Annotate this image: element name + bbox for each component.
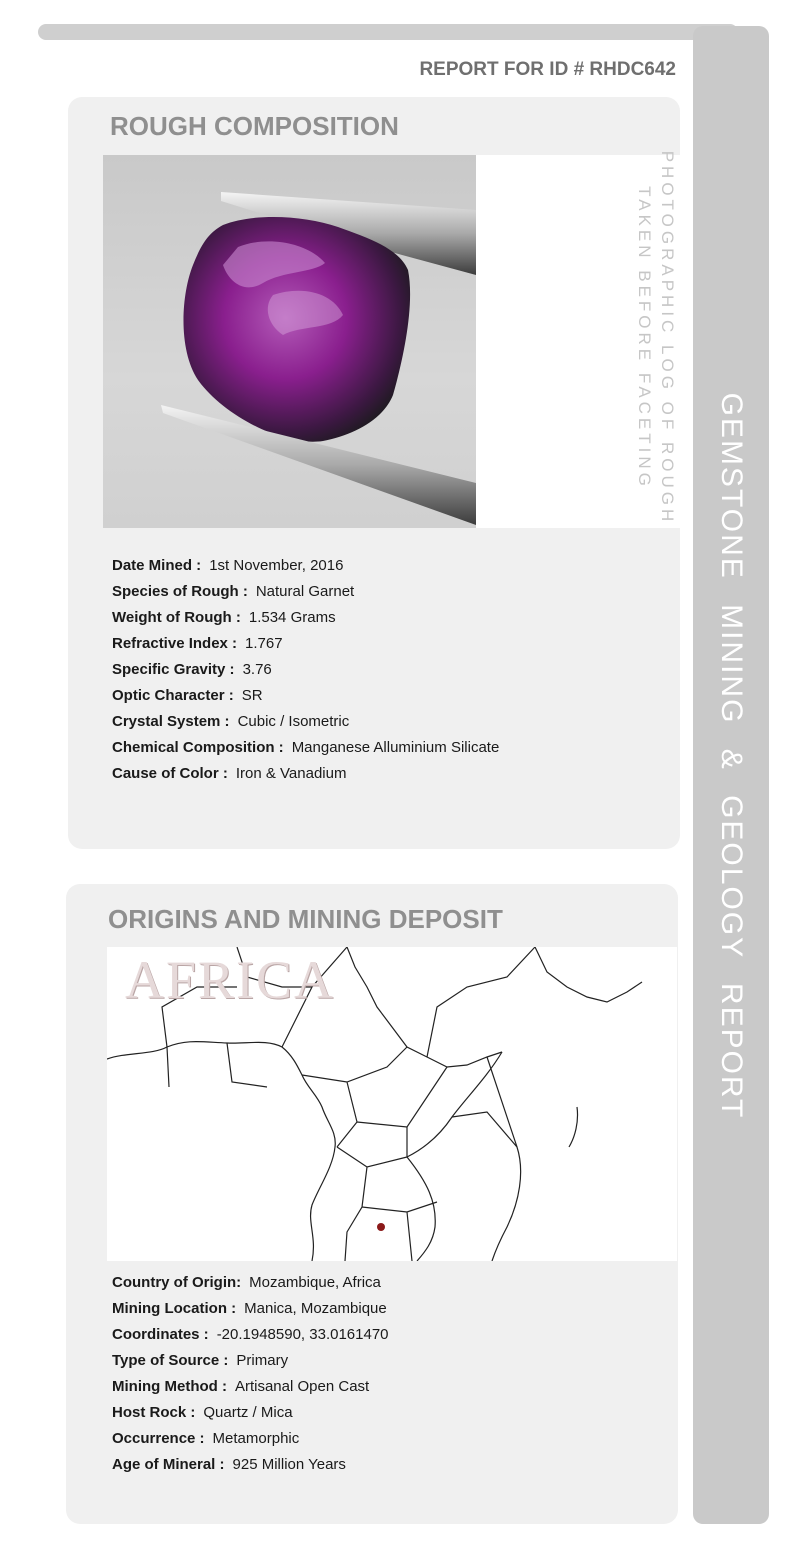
origin-properties-list [112,1270,389,1478]
map-region-label: AFRICA [125,950,336,1010]
property-occurrence: Occurrence : Metamorphic [112,1430,300,1447]
photo-caption-line-1: PHOTOGRAPHIC LOG OF ROUGH [658,150,677,526]
property-date-mined: Date Mined : 1st November, 2016 [112,557,344,574]
photo-caption [633,151,679,526]
rough-properties-list [112,553,499,787]
property-chemical-composition: Chemical Composition : Manganese Alluminium Silicate [112,739,500,756]
africa-map [107,947,677,1261]
property-crystal-system: Crystal System : Cubic / Isometric [112,713,350,730]
rough-composition-title: ROUGH COMPOSITION [110,111,399,141]
property-species: Species of Rough : Natural Garnet [112,583,355,600]
property-weight: Weight of Rough : 1.534 Grams [112,609,336,626]
property-type-of-source: Type of Source : Primary [112,1352,289,1369]
origins-title: ORIGINS AND MINING DEPOSIT [108,904,503,934]
property-mining-location: Mining Location : Manica, Mozambique [112,1300,387,1317]
property-specific-gravity: Specific Gravity : 3.76 [112,661,272,678]
property-host-rock: Host Rock : Quartz / Mica [112,1404,293,1421]
photo-caption-line-2: TAKEN BEFORE FACETING [635,186,654,490]
side-banner-title: GEMSTONE MINING & GEOLOGY REPORT [715,392,748,1120]
rough-gemstone-photo [103,155,476,528]
property-coordinates: Coordinates : -20.1948590, 33.0161470 [112,1326,389,1343]
property-age-of-mineral: Age of Mineral : 925 Million Years [112,1456,346,1473]
top-decorative-bar [38,24,738,40]
property-mining-method: Mining Method : Artisanal Open Cast [112,1378,370,1395]
report-id: REPORT FOR ID # RHDC642 [419,59,676,80]
property-country-of-origin: Country of Origin: Mozambique, Africa [112,1274,381,1291]
property-optic-character: Optic Character : SR [112,687,263,704]
property-cause-of-color: Cause of Color : Iron & Vanadium [112,765,347,782]
property-refractive-index: Refractive Index : 1.767 [112,635,283,652]
garnet-in-tweezers-image [103,155,476,528]
